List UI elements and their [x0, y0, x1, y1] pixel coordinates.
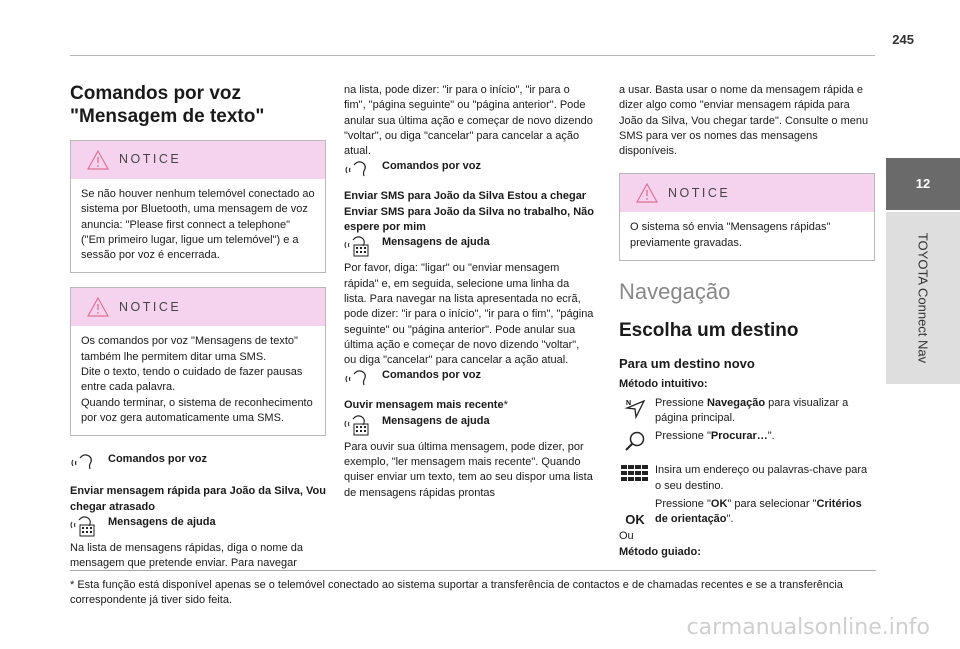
warning-triangle-icon	[87, 150, 109, 170]
watermark: carmanualsonline.info	[686, 614, 930, 640]
voice-command-icon	[70, 452, 96, 470]
notice-label: NOTICE	[668, 185, 731, 200]
notice-line: Quando terminar, o sistema de reconhecimento por voz gera automaticamente uma SMS.	[81, 396, 313, 424]
help-messages-label: Mensagens de ajuda	[382, 236, 490, 249]
step-keyboard	[619, 463, 875, 494]
help-messages-label: Mensagens de ajuda	[108, 515, 216, 528]
notice-header	[620, 174, 874, 212]
warning-triangle-icon	[87, 297, 109, 317]
help-messages-heading	[70, 515, 326, 537]
command-text: Enviar SMS para João da Silva no trabalho, Não espere por mim	[344, 205, 595, 234]
section-title	[70, 82, 326, 128]
command-text: Enviar mensagem rápida para João da Silva, Vou chegar atrasado	[70, 485, 326, 513]
notice-body	[71, 326, 325, 435]
command-2: Ouvir mensagem mais recente	[344, 399, 504, 412]
help-text: Por favor, diga: "ligar" ou "enviar mensagem rápida" e, em seguida, selecione uma linha da lista. Para navegar na lista apresentada no ecrã, pode dizer: "ir para o início", "ir para o fim", "página seguinte" ou "página anterior". Pode anular sua última ação e começar de novo dizendo "voltar", ou diga "cancelar" para cancelar a ação atual.	[344, 262, 594, 367]
method-intuitive-label: Método intuitivo:	[619, 378, 708, 391]
notice-label: NOTICE	[119, 299, 182, 314]
notice-label: NOTICE	[119, 152, 182, 167]
voice-commands-heading	[344, 368, 594, 386]
warning-triangle-icon	[636, 183, 658, 203]
section-title-line2: "Mensagem de texto"	[70, 106, 265, 127]
column-3	[619, 83, 875, 560]
keyboard-grid-icon	[619, 463, 651, 487]
notice-line: Dite o texto, tendo o cuidado de fazer pausas entre cada palavra.	[81, 366, 303, 394]
step-text: Insira um endereço ou palavras-chave para o seu destino.	[655, 464, 868, 492]
method-guided-label: Método guiado:	[619, 545, 701, 558]
notice-header	[71, 141, 325, 179]
help-text: Na lista de mensagens rápidas, diga o nome da mensagem que pretende enviar. Para navegar	[70, 541, 303, 570]
step-ok	[619, 497, 875, 528]
notice-header	[71, 288, 325, 326]
intro-text: a usar. Basta usar o nome da mensagem rápida e dizer algo como "enviar mensagem rápida para João da Silva, Vou chegar tarde". Consulte o menu SMS para ver os nomes das mensagens disponíveis.	[619, 84, 869, 158]
notice-body: Se não houver nenhum telemóvel conectado ao sistema por Bluetooth, uma mensagem de voz anuncia: "Please first connect a telephone" ("Em primeiro lugar, ligue um telemóvel") e a sessão por voz é encerrada.	[81, 188, 315, 262]
header-rule	[70, 55, 875, 56]
voice-commands-label: Comandos por voz	[382, 369, 482, 382]
help-messages-label: Mensagens de ajuda	[382, 414, 490, 427]
chapter-tab-text: TOYOTA Connect Nav	[915, 232, 931, 364]
help-messages-icon	[70, 515, 96, 537]
command-text	[344, 398, 594, 413]
help-messages-icon	[344, 414, 370, 436]
voice-commands-label: Comandos por voz	[108, 453, 208, 466]
chapter-tab-label[interactable]	[886, 212, 960, 384]
choose-destination-title: Escolha um destino	[619, 320, 799, 342]
step-text: Pressione Navegação para visualizar a página principal.	[655, 396, 849, 424]
help-messages-icon	[344, 235, 370, 257]
voice-commands-heading	[70, 452, 326, 470]
notice-box-bluetooth	[70, 140, 326, 273]
footnote: * Esta função está disponível apenas se o telemóvel conectado ao sistema suportar a transferência de contactos e de chamadas recentes e se a transferência correspondente já tiver sido feita.	[70, 579, 843, 607]
footnote-star: *	[503, 399, 508, 412]
step-search	[619, 429, 875, 453]
chapter-tab-number[interactable]: 12	[886, 158, 960, 210]
help-messages-heading	[344, 414, 594, 436]
notice-box-sms	[70, 287, 326, 436]
step-text: Pressione "Procurar…".	[655, 430, 775, 443]
page-number: 245	[892, 32, 914, 47]
or-label: Ou	[619, 530, 634, 543]
navigation-title: Navegação	[619, 279, 731, 305]
new-destination-subtitle: Para um destino novo	[619, 356, 755, 372]
step-text: Pressione "OK" para selecionar "Critérios de orientação".	[655, 497, 862, 526]
voice-command-icon	[344, 368, 370, 386]
notice-box-quick-messages	[619, 173, 875, 261]
voice-commands-heading	[344, 159, 594, 177]
svg-text:N: N	[626, 399, 632, 407]
voice-commands-label: Comandos por voz	[382, 160, 482, 173]
command-text: Enviar SMS para João da Silva Estou a chegar	[344, 190, 587, 203]
intro-text: na lista, pode dizer: "ir para o início", "ir para o fim", "página seguinte" ou "página anterior". Pode anular sua última ação e começar de novo dizendo "voltar", ou diga "cancelar" para cancelar a ação atual.	[344, 84, 593, 158]
column-1	[70, 82, 326, 571]
ok-icon: OK	[625, 511, 645, 527]
footnote-rule	[70, 570, 876, 571]
section-title-line1: Comandos por voz	[70, 83, 242, 104]
voice-command-icon	[344, 159, 370, 177]
notice-body: O sistema só envia "Mensagens rápidas" previamente gravadas.	[630, 221, 831, 249]
help-text: Para ouvir sua última mensagem, pode dizer, por exemplo, "ler mensagem mais recente". Quando quiser enviar um texto, tem ao seu dispor uma lista de mensagens rápidas prontas	[344, 440, 593, 499]
notice-line: Os comandos por voz "Mensagens de texto" também lhe permitem ditar uma SMS.	[81, 335, 298, 363]
help-messages-heading	[344, 235, 594, 257]
navigation-arrow-icon	[619, 396, 651, 420]
search-magnifier-icon	[619, 429, 651, 453]
step-navigation	[619, 396, 875, 427]
column-2	[344, 83, 594, 501]
